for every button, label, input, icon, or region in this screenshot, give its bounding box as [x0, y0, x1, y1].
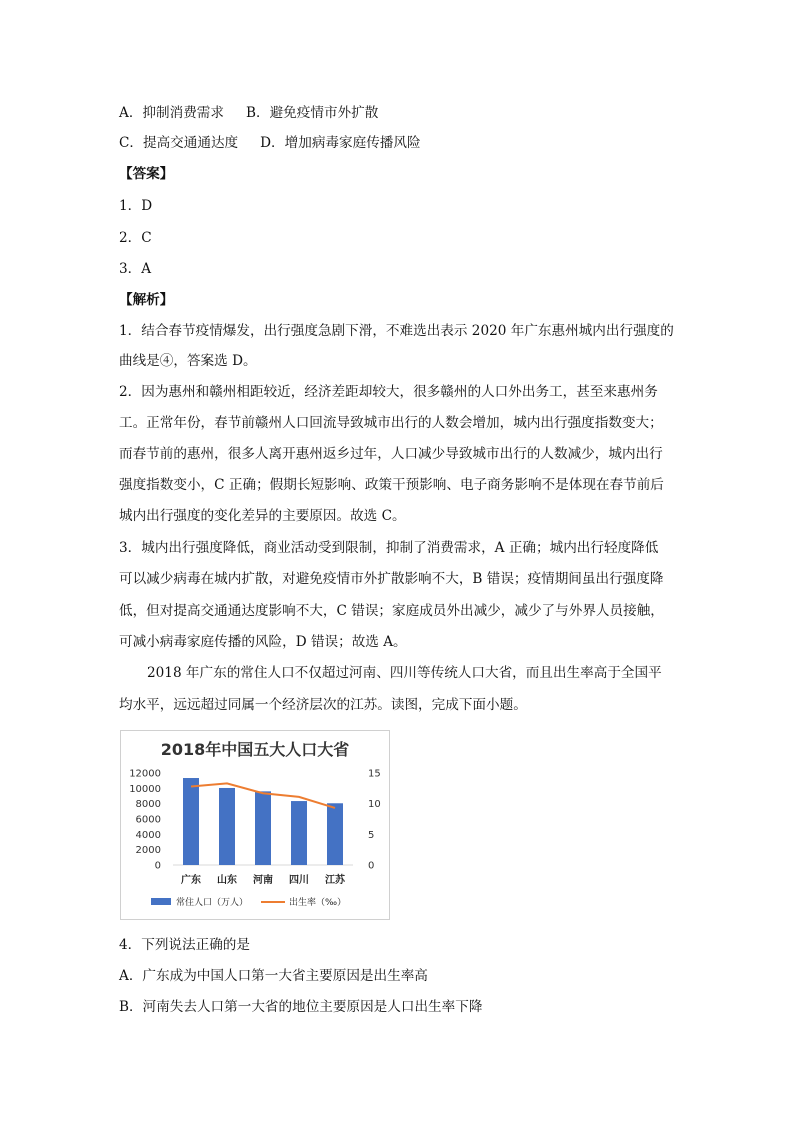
analysis-line: 低，但对提高交通通达度影响不大，C 错误；家庭成员外出减少，减少了与外界人员接触，: [119, 603, 664, 619]
option-b: B．避免疫情市外扩散: [245, 105, 379, 121]
analysis-header: 【解析】: [119, 292, 174, 308]
bar-population: [291, 801, 307, 865]
analysis-line: 而春节前的惠州，很多人离开惠州返乡过年，人口减少导致城市出行的人数减少，城内出行: [119, 446, 663, 462]
question-4-option-a: A．广东成为中国人口第一大省主要原因是出生率高: [119, 968, 428, 984]
option-c: C．提高交通通达度: [119, 135, 239, 151]
analysis-line: 2．因为惠州和赣州相距较近，经济差距却较大，很多赣州的人口外出务工，甚至来惠州务: [119, 384, 658, 400]
analysis-line: 工。正常年份，春节前赣州人口回流导致城市出行的人数会增加，城内出行强度指数变大；: [119, 415, 663, 431]
bar-population: [183, 778, 199, 865]
y-left-tick-label: 6000: [135, 814, 161, 826]
y-left-tick-label: 0: [154, 860, 161, 872]
analysis-line: 可以减少病毒在城内扩散，对避免疫情市外扩散影响不大，B 错误；疫情期间虽出行强度降: [119, 571, 664, 587]
answer-item: 1．D: [119, 198, 153, 214]
x-category-label: 山东: [217, 875, 237, 886]
y-left-tick-label: 2000: [135, 845, 161, 857]
option-d: D．增加病毒家庭传播风险: [260, 135, 421, 151]
y-right-tick-label: 15: [368, 768, 381, 780]
y-right-tick-label: 10: [368, 799, 381, 811]
chart-svg: [121, 731, 389, 919]
bar-population: [327, 803, 343, 865]
legend-label-population: 常住人口（万人）: [176, 898, 249, 908]
answer-header: 【答案】: [119, 166, 174, 182]
y-right-tick-label: 5: [368, 829, 375, 841]
y-left-tick-label: 8000: [135, 799, 161, 811]
y-left-tick-label: 12000: [129, 768, 161, 780]
options-row-2: [119, 133, 679, 153]
analysis-line: 可减小病毒家庭传播的风险，D 错误；故选 A。: [119, 634, 407, 650]
intro-line: 均水平，远远超过同属一个经济层次的江苏。读图，完成下面小题。: [119, 697, 527, 713]
analysis-line: 3．城内出行强度降低，商业活动受到限制，抑制了消费需求，A 正确；城内出行轻度降低: [119, 540, 659, 556]
population-chart: [120, 730, 390, 920]
bar-population: [255, 791, 271, 865]
option-a: A．抑制消费需求: [119, 105, 224, 121]
legend-swatch-population: [151, 898, 171, 905]
answer-item: 3．A: [119, 261, 152, 277]
y-right-tick-label: 0: [368, 860, 375, 872]
analysis-line: 1．结合春节疫情爆发，出行强度急剧下滑，不难选出表示 2020 年广东惠州城内出行强度的: [119, 323, 674, 339]
analysis-line: 曲线是④，答案选 D。: [119, 353, 257, 369]
x-category-label: 河南: [253, 875, 273, 886]
analysis-line: 强度指数变小，C 正确；假期长短影响、政策干预影响、电子商务影响不是体现在春节前后: [119, 477, 664, 493]
y-left-tick-label: 4000: [135, 829, 161, 841]
x-category-label: 广东: [181, 875, 201, 886]
analysis-line: 城内出行强度的变化差异的主要原因。故选 C。: [119, 508, 406, 524]
question-4-option-b: B．河南失去人口第一大省的地位主要原因是人口出生率下降: [119, 999, 483, 1015]
options-row-1: [119, 103, 679, 123]
x-category-label: 江苏: [325, 875, 345, 886]
chart-title: 2018年中国五大人口大省: [160, 740, 350, 759]
intro-line: 2018 年广东的常住人口不仅超过河南、四川等传统人口大省，而且出生率高于全国平: [147, 665, 662, 681]
bar-population: [219, 788, 235, 865]
question-4-stem: 4．下列说法正确的是: [119, 937, 250, 953]
legend-label-birth-rate: 出生率（‰）: [289, 898, 347, 908]
answer-item: 2．C: [119, 230, 152, 246]
x-category-label: 四川: [289, 875, 309, 886]
y-left-tick-label: 10000: [129, 783, 161, 795]
